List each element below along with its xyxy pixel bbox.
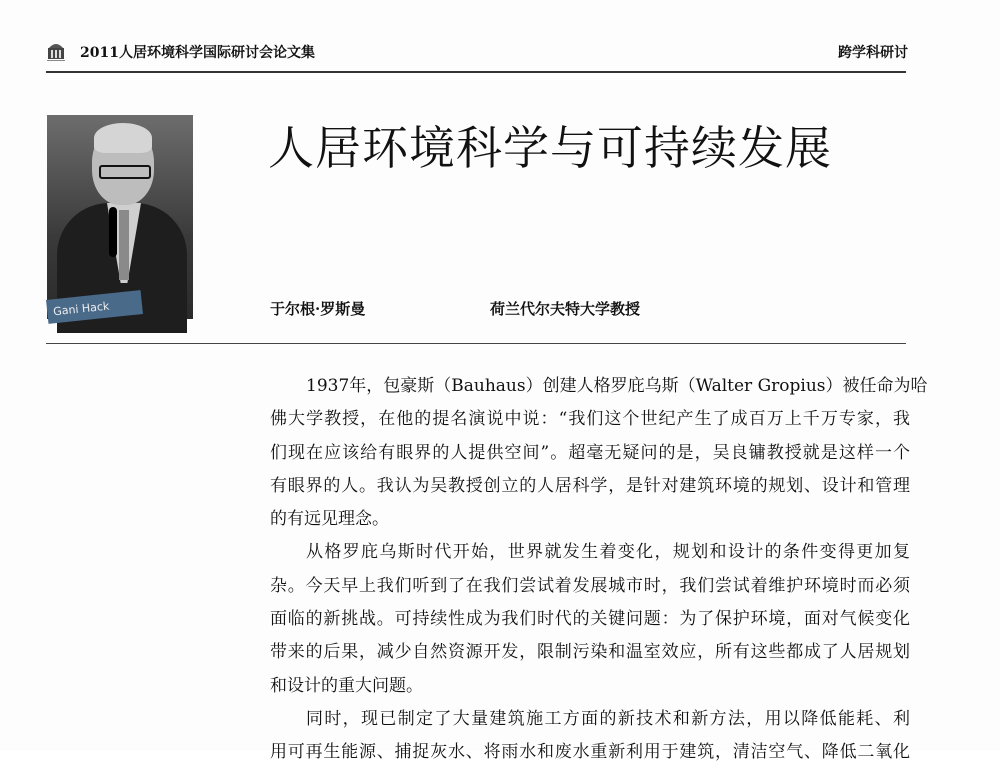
body-line: 和设计的重大问题。 [270,675,423,696]
name-card: Gani Hack [46,290,143,324]
article-title: 人居环境科学与可持续发展 [268,121,832,175]
body-line: 的有远见理念。 [270,509,389,530]
article-body [270,375,928,775]
author-affiliation: 荷兰代尔夫特大学教授 [490,300,641,318]
author-name: 于尔根·罗斯曼 [270,300,366,318]
body-line: 佛大学教授，在他的提名演说中说：“我们这个世纪产生了成百万上千万专家，我 [270,409,910,430]
body-line: 杂。今天早上我们听到了在我们尝试着发展城市时，我们尝试着维护环境时而必须 [270,575,910,596]
body-line: 同时，现已制定了大量建筑施工方面的新技术和新方法，用以降低能耗、利 [306,708,910,729]
body-line: 1937年，包豪斯（Bauhaus）创建人格罗庇乌斯（Walter Gropius）被任命为哈 [306,376,928,396]
body-line: 带来的后果，减少自然资源开发，限制污染和温室效应，所有这些都成了人居规划 [270,642,910,663]
building-logo-icon [46,40,66,62]
body-line: 面临的新挑战。可持续性成为我们时代的关键问题：为了保护环境，面对气候变化 [270,609,910,630]
header-rule [46,71,906,73]
body-line: 们现在应该给有眼界的人提供空间”。超毫无疑问的是，吴良镛教授就是这样一个 [270,442,910,463]
title-rule [46,343,906,344]
body-line: 从格罗庇乌斯时代开始，世界就发生着变化，规划和设计的条件变得更加复 [306,542,910,563]
body-line: 用可再生能源、捕捉灰水、将雨水和废水重新利用于建筑，清洁空气、降低二氧化 [270,742,910,763]
author-photo [47,115,193,319]
microphone-icon [109,207,117,257]
body-line: 有眼界的人。我认为吴教授创立的人居科学，是针对建筑环境的规划、设计和管理 [270,475,910,496]
section-label: 跨学科研讨 [838,45,908,61]
proceedings-title: 2011人居环境科学国际研讨会论文集 [80,45,315,61]
